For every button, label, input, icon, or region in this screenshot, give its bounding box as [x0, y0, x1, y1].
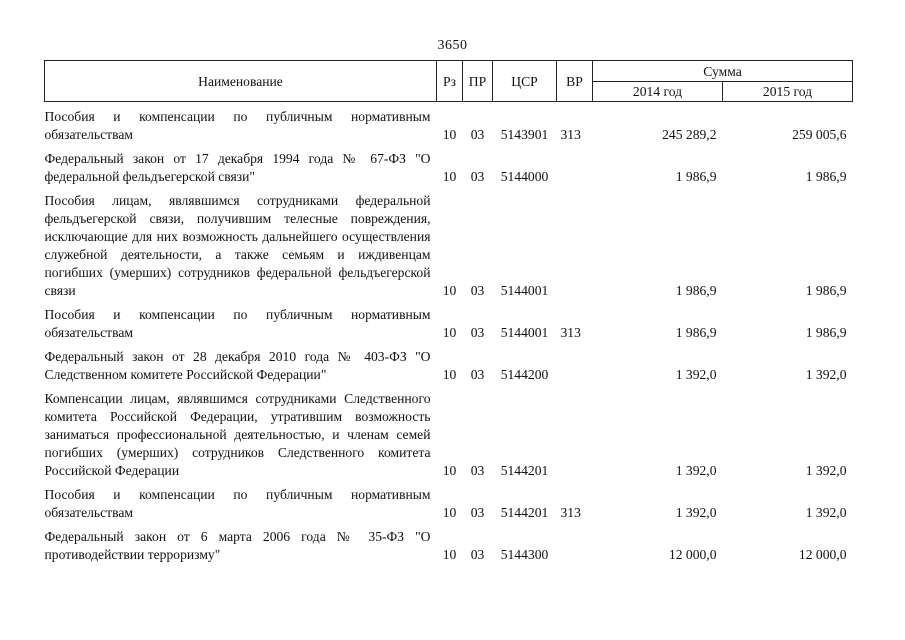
- row-vr-cell: 313: [560, 325, 581, 340]
- row-pr-cell: 03: [470, 505, 485, 520]
- row-sum-2014-cell: 1 986,9: [675, 283, 717, 298]
- table-row: [45, 102, 853, 145]
- header-year-2015: 2015 год: [723, 82, 853, 102]
- row-name-cell: Пособия и компенсации по публичным нормативным обязательствам: [44, 307, 431, 340]
- row-rz-cell: 10: [442, 463, 457, 478]
- row-vr-cell: [557, 384, 593, 480]
- header-name: Наименование: [45, 61, 437, 102]
- header-vr: ВР: [557, 61, 593, 102]
- row-rz-cell: 10: [442, 283, 457, 298]
- row-sum-2015-cell: 1 392,0: [805, 463, 847, 478]
- table-row: [45, 342, 853, 384]
- table-row: [45, 186, 853, 300]
- row-rz-cell: 10: [442, 547, 457, 562]
- header-year-2014: 2014 год: [593, 82, 723, 102]
- row-vr-cell: 313: [560, 127, 581, 142]
- row-vr-cell: [557, 522, 593, 564]
- row-pr-cell: 03: [470, 169, 485, 184]
- row-rz-cell: 10: [442, 505, 457, 520]
- row-name-cell: Пособия и компенсации по публичным нормативным обязательствам: [44, 487, 431, 520]
- header-pr: ПР: [463, 61, 493, 102]
- row-vr-cell: [557, 144, 593, 186]
- row-vr-cell: 313: [560, 505, 581, 520]
- row-csr-cell: 5144201: [500, 505, 549, 520]
- row-sum-2015-cell: 259 005,6: [792, 127, 847, 142]
- row-name-cell: Федеральный закон от 6 марта 2006 года № 35-ФЗ "О противодействии терроризму": [44, 529, 431, 562]
- row-sum-2014-cell: 1 392,0: [675, 463, 717, 478]
- row-csr-cell: 5143901: [500, 127, 549, 142]
- row-sum-2015-cell: 1 986,9: [805, 283, 847, 298]
- row-rz-cell: 10: [442, 169, 457, 184]
- row-sum-2014-cell: 1 986,9: [675, 325, 717, 340]
- table-header: [45, 61, 853, 102]
- row-csr-cell: 5144300: [500, 547, 549, 562]
- row-name-cell: Пособия лицам, являвшимся сотрудниками федеральной фельдъегерской связи, получившим телесные повреждения, исключающие для них возможность дальнейшего осуществления служебной деятельности, а также семьям и иждивенцам погибших (умерших) сотрудников федеральной фельдъегерской связи: [44, 193, 431, 298]
- row-sum-2015-cell: 1 392,0: [805, 505, 847, 520]
- header-rz: Рз: [437, 61, 463, 102]
- header-sum: Сумма: [593, 61, 853, 82]
- row-pr-cell: 03: [470, 127, 485, 142]
- row-name-cell: Пособия и компенсации по публичным нормативным обязательствам: [44, 109, 431, 142]
- row-csr-cell: 5144201: [500, 463, 549, 478]
- table-row: [45, 300, 853, 342]
- row-vr-cell: [557, 186, 593, 300]
- table-row: [45, 144, 853, 186]
- row-sum-2015-cell: 1 392,0: [805, 367, 847, 382]
- row-sum-2014-cell: 1 392,0: [675, 505, 717, 520]
- row-csr-cell: 5144200: [500, 367, 549, 382]
- row-name-cell: Компенсации лицам, являвшимся сотрудниками Следственного комитета Российской Федерации, утратившим возможность заниматься профессиональной деятельностью, и членам семей погибших (умерших) сотрудников Следственного комитета Российской Федерации: [44, 391, 431, 478]
- table-row: [45, 480, 853, 522]
- row-sum-2014-cell: 12 000,0: [668, 547, 717, 562]
- row-name-cell: Федеральный закон от 17 декабря 1994 года № 67-ФЗ "О федеральной фельдъегерской связи": [44, 151, 431, 184]
- budget-table: [44, 60, 853, 564]
- row-pr-cell: 03: [470, 283, 485, 298]
- row-pr-cell: 03: [470, 547, 485, 562]
- header-csr: ЦСР: [493, 61, 557, 102]
- row-csr-cell: 5144001: [500, 283, 549, 298]
- row-vr-cell: [557, 342, 593, 384]
- row-sum-2014-cell: 1 986,9: [675, 169, 717, 184]
- row-sum-2015-cell: 1 986,9: [805, 169, 847, 184]
- table-body: [45, 102, 853, 565]
- row-pr-cell: 03: [470, 325, 485, 340]
- row-csr-cell: 5144001: [500, 325, 549, 340]
- row-sum-2014-cell: 1 392,0: [675, 367, 717, 382]
- table-row: [45, 522, 853, 564]
- row-sum-2015-cell: 12 000,0: [798, 547, 847, 562]
- table-row: [45, 384, 853, 480]
- row-rz-cell: 10: [442, 367, 457, 382]
- row-sum-2014-cell: 245 289,2: [662, 127, 717, 142]
- page-number: 3650: [437, 38, 468, 53]
- row-pr-cell: 03: [470, 367, 485, 382]
- row-pr-cell: 03: [470, 463, 485, 478]
- row-rz-cell: 10: [442, 127, 457, 142]
- row-name-cell: Федеральный закон от 28 декабря 2010 года № 403-ФЗ "О Следственном комитете Российской Федерации": [44, 349, 431, 382]
- row-rz-cell: 10: [442, 325, 457, 340]
- row-sum-2015-cell: 1 986,9: [805, 325, 847, 340]
- row-csr-cell: 5144000: [500, 169, 549, 184]
